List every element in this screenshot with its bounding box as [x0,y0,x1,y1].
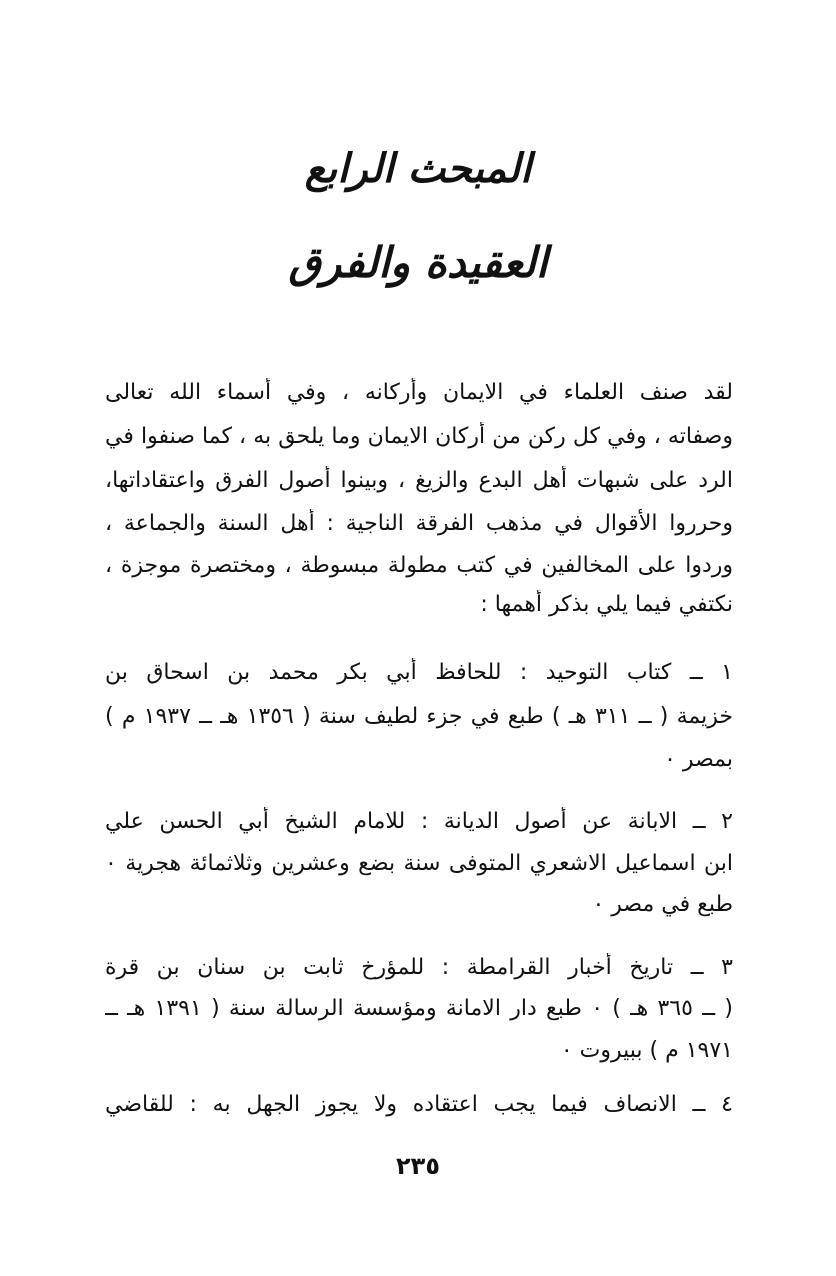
paragraph-line: لقد صنف العلماء في الايمان وأركانه ، وفي أسماء الله تعالى [105,380,733,405]
list-item-line: ٣ ــ تاريخ أخبار القرامطة : للمؤرخ ثابت بن سنان بن قرة [105,955,733,980]
list-item-line: ١٩٧١ م ) ببيروت ٠ [560,1038,733,1063]
list-item-line: طبع في مصر ٠ [592,892,733,917]
list-item-line: ابن اسماعيل الاشعري المتوفى سنة بضع وعشرين وثلاثمائة هجرية ٠ [105,851,733,876]
paragraph-line: وردوا على المخالفين في كتب مطولة مبسوطة ، ومختصرة موجزة ، [105,553,733,578]
list-item-line: بمصر ٠ [664,747,733,772]
paragraph-line: الرد على شبهات أهل البدع والزيغ ، وبينوا أصول الفرق واعتقاداتها، [105,468,733,493]
section-title: العقيدة والفرق [288,238,548,287]
list-item-line: خزيمة ( ــ ٣١١ هـ ) طبع في جزء لطيف سنة ( ١٣٥٦ هـ ــ ١٩٣٧ م ) [105,704,733,729]
page-number: ٢٣٥ [396,1152,440,1180]
list-item-line: ١ ــ كتاب التوحيد : للحافظ أبي بكر محمد بن اسحاق بن [105,660,733,685]
list-item-line: ٤ ــ الانصاف فيما يجب اعتقاده ولا يجوز الجهل به : للقاضي [105,1092,733,1117]
paragraph-line: وحرروا الأقوال في مذهب الفرقة الناجية : أهل السنة والجماعة ، [105,511,733,536]
paragraph-line: وصفاته ، وفي كل ركن من أركان الايمان وما يلحق به ، كما صنفوا في [105,424,733,449]
section-heading: المبحث الرابع [304,145,532,192]
list-item-line: ( ــ ٣٦٥ هـ ) ٠ طبع دار الامانة ومؤسسة الرسالة سنة ( ١٣٩١ هـ ــ [105,996,733,1021]
list-item-line: ٢ ــ الابانة عن أصول الديانة : للامام الشيخ أبي الحسن علي [105,809,733,834]
paragraph-line: نكتفي فيما يلي بذكر أهمها : [480,592,733,617]
